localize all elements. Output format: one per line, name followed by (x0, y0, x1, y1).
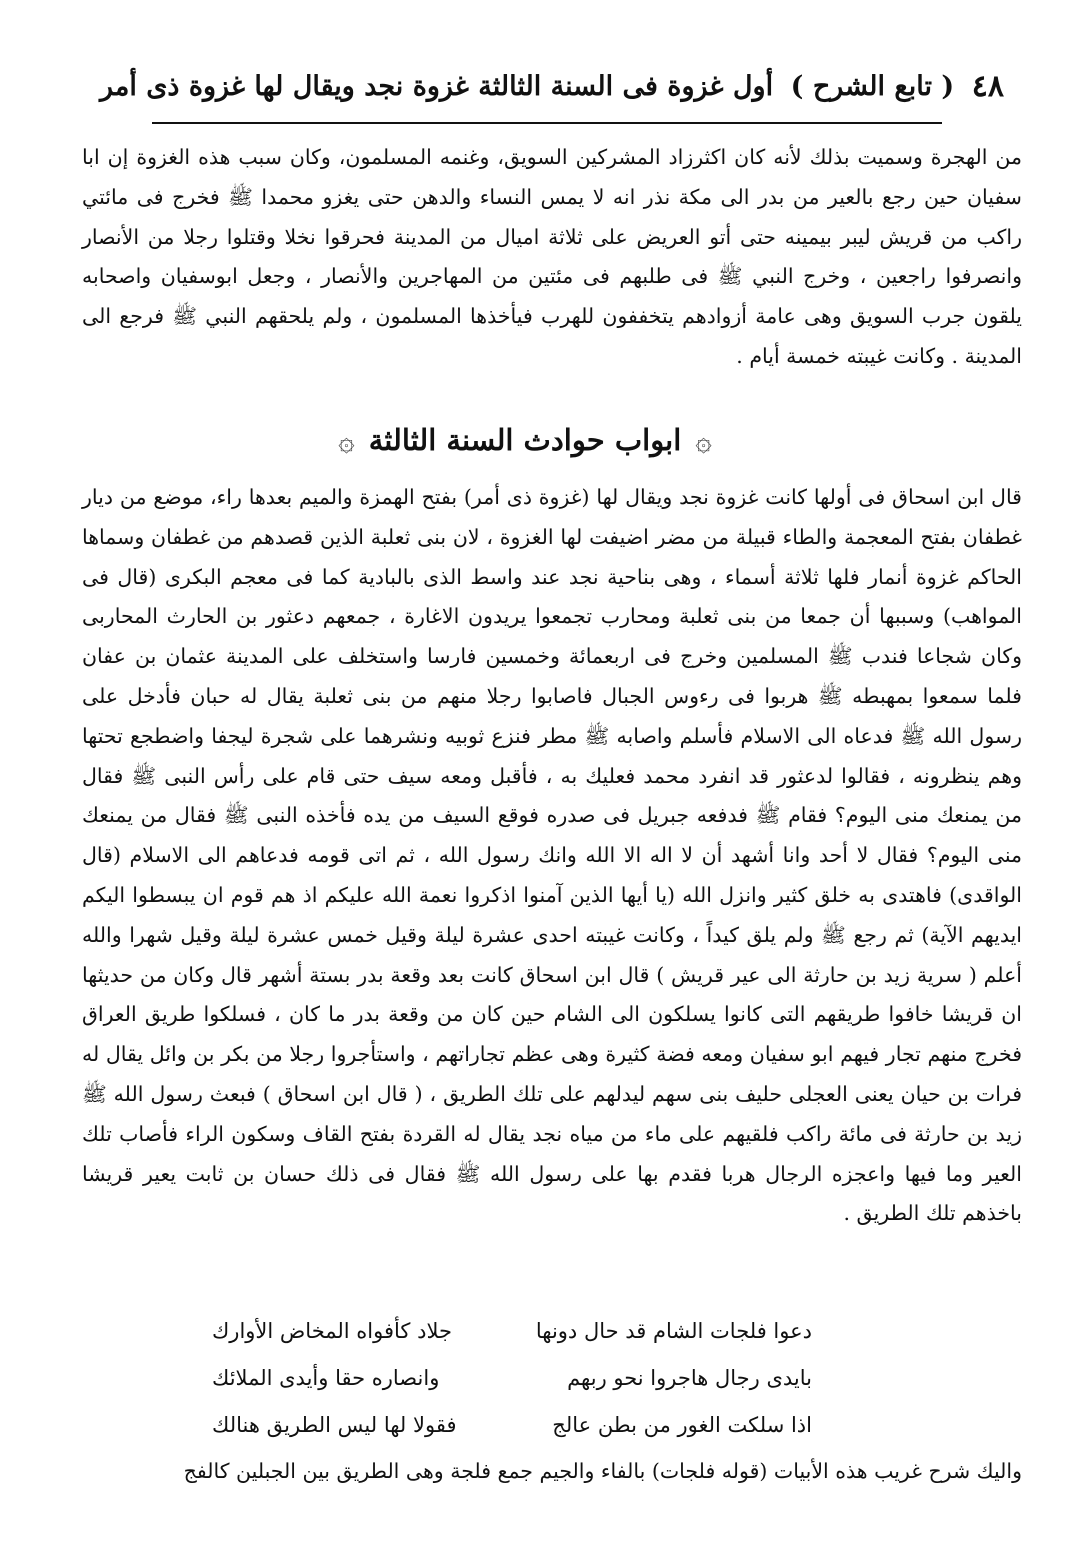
verse-hemistich-second: جلاد كأفواه المخاض الأوارك (212, 1318, 452, 1343)
verse-hemistich-first: اذا سلكت الغور من بطن عالج (552, 1412, 812, 1437)
verse-hemistich-first: دعوا فلجات الشام قد حال دونها (535, 1318, 812, 1343)
running-title: أول غزوة فى السنة الثالثة غزوة نجد ويقال لها غزوة ذى أمر (100, 70, 774, 102)
page-number: ٤٨ (971, 68, 1004, 104)
header-rule (152, 122, 942, 124)
ornament-right-icon: ۞ (695, 423, 712, 457)
ornament-left-icon: ۞ (338, 423, 355, 457)
section-heading-text: ابواب حوادث السنة الثالثة (368, 423, 682, 457)
verse-hemistich-first: بايدى رجال هاجروا نحو ربهم (567, 1365, 812, 1390)
poem (212, 1307, 812, 1448)
verse-line (212, 1307, 812, 1354)
verse-line (212, 1354, 812, 1401)
verse-hemistich-second: فقولا لها ليس الطريق هنالك (212, 1412, 457, 1437)
verse-line (212, 1401, 812, 1448)
paragraph-2: قال ابن اسحاق فى أولها كانت غزوة نجد ويقال لها (غزوة ذى أمر) بفتح الهمزة والميم بعدها راء، موضع من ديار غطفان بفتح المعجمة والطاء قبيلة من مضر اضيفت لها الغزوة ، لان بنى ثعلبة الذين قصدهم من غطفان وسماها الحاكم غزوة أنمار فلها ثلاثة أسماء ، وهى بناحية نجد عند واسط الذى بالبادية كما فى معجم البكرى (قال فى المواهب) وسببها أن جمعا من بنى ثعلبة ومحارب تجمعوا يريدون الاغارة ، جمعهم دعثور بن الحارث المحاربى وكان شجاعا فندب ﷺ المسلمين وخرج فى اربعمائة وخمسين فارسا واستخلف على المدينة عثمان بن عفان فلما سمعوا بمهبطه ﷺ هربوا فى رءوس الجبال فاصابوا رجلا منهم من بنى ثعلبة يقال له حبان فأدخل على رسول الله ﷺ فدعاه الى الاسلام فأسلم واصابه ﷺ مطر فنزع ثوبيه ونشرهما على شجرة ليجفا واضطجع تحتها وهم ينظرونه ، فقالوا لدعثور قد انفرد محمد فعليك به ، فأقبل ومعه سيف حتى قام على رأس النبى ﷺ فقال من يمنعك منى اليوم؟ فقام ﷺ فدفعه جبريل فى صدره فوقع السيف من يده فأخذه النبى ﷺ فقال من يمنعك منى اليوم؟ فقال لا أحد وانا أشهد أن لا اله الا الله وانك رسول الله ، ثم اتى قومه فدعاهم الى الاسلام (قال الواقدى) فاهتدى به خلق كثير وانزل الله (يا أيها الذين آمنوا اذكروا نعمة الله عليكم اذ هم قوم ان يبسطوا اليكم ايديهم الآية) ثم رجع ﷺ ولم يلق كيداً ، وكانت غيبته احدى عشرة ليلة وقيل خمس عشرة ليلة وقيل شهرا والله أعلم ( سرية زيد بن حارثة الى عير قريش ) قال ابن اسحاق كانت بعد وقعة بدر بستة أشهر قال وكان من حديثها ان قريشا خافوا طريقهم التى كانوا يسلكون الى الشام حين كان من وقعة بدر ما كان ، فسلكوا طريق العراق فخرج منهم تجار فيهم ابو سفيان ومعه فضة كثيرة وهى عظم تجاراتهم ، واستأجروا رجلا من بكر بن وائل يقال له فرات بن حيان يعنى العجلى حليف بنى سهم ليدلهم على تلك الطريق ، ( قال ابن اسحاق ) فبعث رسول الله ﷺ زيد بن حارثة فى مائة راكب فلقيهم على ماء من مياه نجد يقال له القردة بفتح القاف وسكون الراء فأصاب تلك العير وما فيها واعجزه الرجال هربا فقدم بها على رسول الله ﷺ فقال فى ذلك حسان بن ثابت يعير قريشا باخذهم تلك الطريق . (82, 485, 1023, 1226)
verse-hemistich-second: وانصاره حقا وأيدى الملائك (212, 1365, 440, 1390)
section-heading (200, 412, 850, 468)
page-header (100, 62, 1004, 110)
paragraph-1: من الهجرة وسميت بذلك لأنه كان اكثرزاد المشركين السويق، وغنمه المسلمون، وكان سبب هذه الغزوة إن ابا سفيان حين رجع بالعير من بدر الى مكة نذر انه لا يمس النساء والدهن حتى يغزو محمدا ﷺ فخرج فى مائتي راكب من قريش ليبر بيمينه حتى أتو العريض على ثلاثة اميال من المدينة فحرقوا نخلا وقتلوا رجلا من الأنصار وانصرفوا راجعين ، وخرج النبي ﷺ فى طلبهم فى مئتين من المهاجرين والأنصار ، وجعل ابوسفيان واصحابه يلقون جرب السويق وهى عامة أزوادهم يتخففون للهرب فيأخذها المسلمون ، ولم يلحقهم النبي ﷺ فرجع الى المدينة . وكانت غيبته خمسة أيام . (82, 145, 1022, 368)
closing-line: واليك شرح غريب هذه الأبيات (قوله فلجات) بالفاء والجيم جمع فلجة وهى الطريق بين الجبلين كالفج (183, 1459, 1022, 1483)
running-section-label: ( تابع الشرح ) (790, 70, 955, 102)
